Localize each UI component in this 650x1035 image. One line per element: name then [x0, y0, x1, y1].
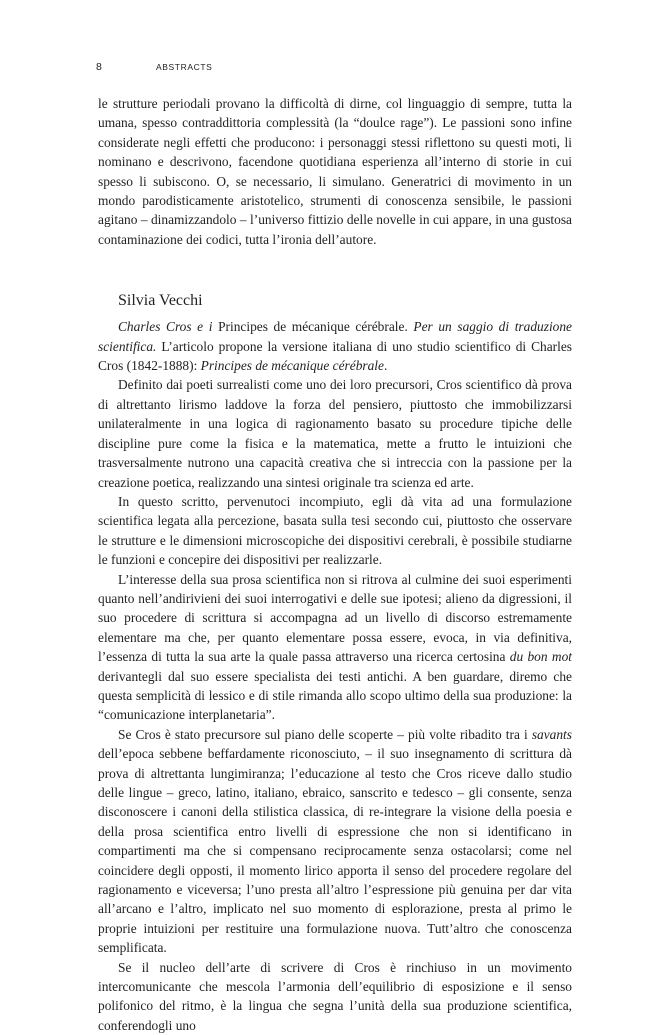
paragraph-2: Definito dai poeti surrealisti come uno dei loro precursori, Cros scientifico dà prova di altrettanto lirismo laddove la forza del pensiero, piuttosto che immobilizzarsi unilateralmente in una logica di ragionamento basato su procedure tipiche delle discipline pure come la fisica e la matematica, mette a frutto le intuizioni che trasversalmente nutrono una capacità creativa che si intreccia con la passione per la creazione poetica, realizzando una sintesi originale tra scienza ed arte. [98, 377, 572, 490]
work-title-italic: Principes de mécanique cérébrale [200, 358, 384, 374]
paragraph-3: In questo scritto, pervenutoci incompiuto, egli dà vita ad una formulazione scientifica legata alla percezione, basata sulla tesi secondo cui, piuttosto che osservare le strutture e le dimensioni microscopiche dei dispositivi cerebrali, è possibile studiarne le funzioni e concepire dei dispositivi per realizzarle. [98, 493, 572, 568]
title-roman: Principes de mécanique cérébrale. [212, 319, 414, 335]
page-number: 8 [96, 61, 102, 73]
paragraph-6: Se il nucleo dell’arte di scrivere di Cros è rinchiuso in un movimento intercomunicante che mescola l’armonia dell’equilibrio di esposizione e il senso polifonico del ritmo, è la lingua che segna l’unità della sua produzione scientifica, conferendogli uno [98, 959, 572, 1033]
running-head: ABSTRACTS [156, 62, 213, 72]
paragraph-4-italic: du bon mot [509, 649, 572, 665]
paragraph-4 [98, 570, 572, 725]
title-italic-2: Per un saggio di traduzione scientifica. [98, 319, 572, 354]
paragraph-4-text-a: L’interesse della sua prosa scientifica non si ritrova al culmine dei suoi esperimenti quanto nell’andirivieni dei suoi interrogativi e delle sue ipotesi; alieno da digressioni, il suo procedere di scrittura si accompagna ad un livello di discorso estremamente elementare ma che, per quanto elementare possa essere, evoca, in via definitiva, l’essenza di tutta la sua arte la quale passa attraverso una ricerca certosina [98, 571, 572, 665]
abstract-section [98, 317, 572, 1035]
page-body [98, 94, 572, 1035]
continuation-paragraph: le strutture periodali provano la difficoltà di dirne, col linguaggio di sempre, tutta la umana, spesso contraddittoria complessità (la “doulce rage”). Le passioni sono infine considerate negli effetti che producono: i personaggi stessi riflettono su questi moti, li nominano e descrivono, facendone quotidiana esperienza all’interno di storie in cui spesso li subiscono. O, se necessario, li simulano. Generatrici di movimento in un mondo parodisticamente aristotelico, strumenti di conoscenza sensibile, le passioni agitano – dinamizzandolo – l’universo fittizio delle novelle in cui appare, in una gustosa contaminazione dei codici, tutta l’ironia dell’autore. [98, 96, 572, 247]
paragraph-4-text-c: derivantegli dal suo essere specialista dei testi antichi. A ben guardare, diremo che questa semplicità di lessico e di stile rimanda allo scopo ultimo della sua produzione: la “comunicazione interplanetaria”. [98, 668, 572, 723]
abstract-title-paragraph [98, 317, 572, 375]
paragraph-5-italic: savants [531, 726, 572, 742]
intro-text: L’articolo propone la versione italiana di uno studio scientifico di Charles Cros (1842-1888): [98, 338, 572, 374]
intro-period: . [383, 358, 388, 374]
section-author: Silvia Vecchi [118, 292, 203, 310]
title-italic-1: Charles Cros e i [118, 319, 213, 335]
paragraph-5-text-c: dell’epoca sebbene beffardamente riconosciuto, – il suo insegnamento di scrittura dà prova di altrettanta lungimiranza; l’educazione al testo che Cros riceve dallo studio delle lingue – greco, latino, italiano, ebraico, sanscrito e tedesco – gli consente, senza disconoscere i canoni della stilistica classica, di re-integrare la visione della poesia e della prosa scientifica entro livelli di espressione che non si identificano in compartimenti ma che si compensano reciprocamente senza ostacolarsi; come nel coincidere degli opposti, il momento lirico apporta il senso del procedere regolare del ragionamento e viceversa; l’uno presta all’altro l’espressione più genuina per dar vita all’arcano e l’altro, implicato nel suo momento di esplorazione, presta al primo le proprie intuizioni per restituire una formulazione nuova. Tutt’altro che conoscenza semplificata. [98, 746, 572, 956]
paragraph-5-text-a: Se Cros è stato precursore sul piano delle scoperte – più volte ribadito tra i [118, 726, 532, 742]
page-header [96, 61, 576, 75]
paragraph-5 [98, 725, 572, 958]
